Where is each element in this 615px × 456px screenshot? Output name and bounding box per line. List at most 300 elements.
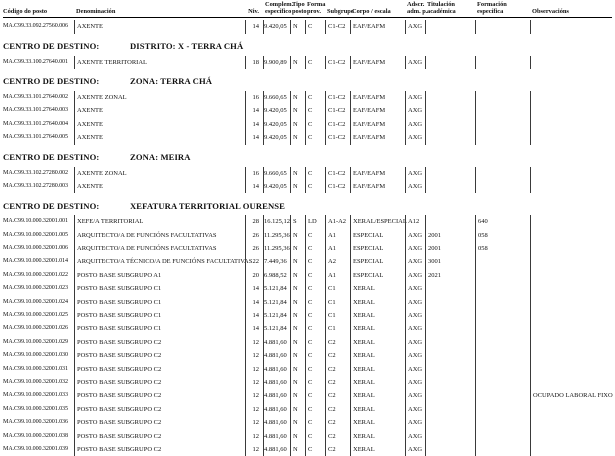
centro-de-destino-value: DISTRITO: X - TERRA CHÁ (130, 41, 244, 52)
centro-de-destino-heading (3, 34, 615, 56)
cell-adscricion-adm: AXG (405, 20, 425, 33)
cell-subgrupo: A1 (325, 229, 350, 242)
cell-tipo-posto: N (290, 229, 305, 242)
cell-corpo-escala: ESPECIAL (350, 242, 405, 255)
cell-subgrupo: C1 (325, 322, 350, 335)
cell-titulacion-academica (425, 91, 475, 104)
table-row (3, 416, 612, 429)
cell-nivel: 18 (245, 56, 263, 69)
cell-complemento-especifico: 11.295,36 (263, 229, 290, 242)
cell-titulacion-academica (425, 180, 475, 193)
cell-forma-provision: C (305, 322, 325, 335)
cell-titulacion-academica: 2001 (425, 229, 475, 242)
cell-titulacion-academica (425, 443, 475, 456)
cell-nivel: 12 (245, 430, 263, 443)
cell-forma-provision: LD (305, 215, 325, 228)
cell-codigo-do-posto: MA.C99.10.000.32001.026 (3, 325, 68, 332)
col-header-adscr-adm-p: Adscr. adm. p. (407, 1, 428, 15)
cell-forma-provision: C (305, 349, 325, 362)
cell-formacion-especifica: 058 (475, 242, 530, 255)
cell-corpo-escala: XERAL (350, 336, 405, 349)
cell-adscricion-adm: AXG (405, 322, 425, 335)
cell-corpo-escala: XERAL (350, 443, 405, 456)
centro-de-destino-heading (3, 193, 615, 215)
cell-complemento-especifico: 4.881,60 (263, 403, 290, 416)
cell-formacion-especifica (475, 118, 530, 131)
cell-titulacion-academica (425, 296, 475, 309)
cell-subgrupo: C1-C2 (325, 91, 350, 104)
cell-formacion-especifica (475, 255, 530, 268)
cell-corpo-escala: ESPECIAL (350, 255, 405, 268)
cell-denominacion: POSTO BASE SUBGRUPO C1 (74, 322, 245, 335)
cell-nivel: 14 (245, 104, 263, 117)
cell-observacions (530, 229, 612, 242)
cell-subgrupo: C1-C2 (325, 104, 350, 117)
table-row (3, 403, 612, 416)
cell-tipo-posto: N (290, 91, 305, 104)
cell-corpo-escala: ESPECIAL (350, 269, 405, 282)
cell-forma-provision: C (305, 242, 325, 255)
table-row (3, 91, 612, 104)
cell-corpo-escala: XERAL (350, 376, 405, 389)
centro-de-destino-value: ZONA: TERRA CHÁ (130, 76, 213, 87)
cell-nivel: 26 (245, 229, 263, 242)
table-row (3, 269, 612, 282)
cell-complemento-especifico: 9.900,89 (263, 56, 290, 69)
cell-nivel: 14 (245, 20, 263, 33)
cell-adscricion-adm: AXG (405, 349, 425, 362)
table-row (3, 20, 612, 33)
cell-observacions (530, 322, 612, 335)
cell-corpo-escala: XERAL/ESPECIAL (350, 215, 405, 228)
table-row (3, 118, 612, 131)
cell-adscricion-adm: AXG (405, 416, 425, 429)
cell-nivel: 12 (245, 336, 263, 349)
table-row (3, 104, 612, 117)
table-row (3, 255, 612, 268)
cell-formacion-especifica (475, 91, 530, 104)
cell-complemento-especifico: 9.660,65 (263, 91, 290, 104)
cell-codigo-do-posto: MA.C99.10.000.32001.014 (3, 258, 68, 265)
cell-subgrupo: A1 (325, 269, 350, 282)
centro-de-destino-heading (3, 69, 615, 91)
cell-formacion-especifica (475, 296, 530, 309)
cell-codigo-do-posto: MA.C99.33.101.27640.002 (3, 93, 68, 100)
col-header-niv: Niv. (248, 7, 259, 15)
cell-nivel: 14 (245, 118, 263, 131)
table-row (3, 56, 612, 69)
cell-formacion-especifica (475, 104, 530, 117)
cell-forma-provision: C (305, 167, 325, 180)
cell-observacions (530, 215, 612, 228)
cell-nivel: 12 (245, 389, 263, 402)
cell-adscricion-adm: AXG (405, 389, 425, 402)
cell-adscricion-adm: AXG (405, 242, 425, 255)
centro-de-destino-label: CENTRO DE DESTINO: (3, 152, 100, 163)
cell-denominacion: AXENTE ZONAL (74, 91, 245, 104)
col-header-codigo: Código do posto (3, 7, 48, 15)
cell-complemento-especifico: 7.449,36 (263, 255, 290, 268)
cell-subgrupo: C1-C2 (325, 167, 350, 180)
cell-denominacion: AXENTE (74, 104, 245, 117)
table-row (3, 180, 612, 193)
cell-formacion-especifica (475, 389, 530, 402)
cell-forma-provision: C (305, 269, 325, 282)
cell-nivel: 12 (245, 403, 263, 416)
table-row (3, 229, 612, 242)
table-row (3, 430, 612, 443)
cell-titulacion-academica (425, 56, 475, 69)
table-row (3, 167, 612, 180)
cell-titulacion-academica (425, 104, 475, 117)
cell-subgrupo: C2 (325, 403, 350, 416)
cell-observacions (530, 56, 612, 69)
cell-observacions (530, 282, 612, 295)
cell-tipo-posto: N (290, 56, 305, 69)
cell-codigo-do-posto: MA.C99.33.101.27640.004 (3, 120, 68, 127)
table-row (3, 309, 612, 322)
centro-de-destino-label: CENTRO DE DESTINO: (3, 76, 100, 87)
table-body (3, 20, 615, 456)
cell-subgrupo: C2 (325, 443, 350, 456)
cell-nivel: 28 (245, 215, 263, 228)
cell-subgrupo: A1-A2 (325, 215, 350, 228)
cell-codigo-do-posto: MA.C99.10.000.32001.023 (3, 285, 68, 292)
cell-tipo-posto: N (290, 416, 305, 429)
cell-complemento-especifico: 4.881,60 (263, 349, 290, 362)
cell-subgrupo: C1-C2 (325, 131, 350, 144)
table-row (3, 242, 612, 255)
cell-observacions (530, 416, 612, 429)
cell-codigo-do-posto: MA.C99.33.101.27640.005 (3, 134, 68, 141)
cell-subgrupo: C2 (325, 389, 350, 402)
cell-complemento-especifico: 9.420,05 (263, 131, 290, 144)
centro-de-destino-heading (3, 145, 615, 167)
cell-complemento-especifico: 4.881,60 (263, 389, 290, 402)
cell-nivel: 12 (245, 416, 263, 429)
cell-subgrupo: A1 (325, 242, 350, 255)
cell-forma-provision: C (305, 180, 325, 193)
cell-codigo-do-posto: MA.C99.10.000.32001.006 (3, 245, 68, 252)
cell-forma-provision: C (305, 443, 325, 456)
cell-tipo-posto: N (290, 20, 305, 33)
cell-complemento-especifico: 4.881,60 (263, 363, 290, 376)
cell-adscricion-adm: AXG (405, 403, 425, 416)
cell-titulacion-academica (425, 118, 475, 131)
cell-adscricion-adm: AXG (405, 91, 425, 104)
cell-nivel: 22 (245, 255, 263, 268)
cell-titulacion-academica (425, 349, 475, 362)
cell-complemento-especifico: 4.881,60 (263, 336, 290, 349)
cell-observacions (530, 180, 612, 193)
cell-observacions: OCUPADO LABORAL FIXO (530, 389, 613, 402)
table-row (3, 443, 612, 456)
cell-formacion-especifica (475, 167, 530, 180)
cell-denominacion: POSTO BASE SUBGRUPO C2 (74, 389, 245, 402)
cell-denominacion: POSTO BASE SUBGRUPO C2 (74, 336, 245, 349)
cell-formacion-especifica (475, 430, 530, 443)
cell-titulacion-academica: 2021 (425, 269, 475, 282)
cell-titulacion-academica (425, 376, 475, 389)
cell-corpo-escala: EAF/EAFM (350, 167, 405, 180)
cell-denominacion: AXENTE (74, 118, 245, 131)
cell-forma-provision: C (305, 104, 325, 117)
cell-corpo-escala: EAF/EAFM (350, 20, 405, 33)
cell-codigo-do-posto: MA.C99.10.000.32001.035 (3, 405, 68, 412)
cell-adscricion-adm: AXG (405, 376, 425, 389)
cell-forma-provision: C (305, 91, 325, 104)
cell-corpo-escala: XERAL (350, 403, 405, 416)
cell-tipo-posto: N (290, 430, 305, 443)
cell-denominacion: XEFE/A TERRITORIAL (74, 215, 245, 228)
cell-corpo-escala: EAF/EAFM (350, 56, 405, 69)
cell-complemento-especifico: 5.121,84 (263, 322, 290, 335)
cell-codigo-do-posto: MA.C99.10.000.32001.030 (3, 352, 68, 359)
cell-complemento-especifico: 9.660,65 (263, 167, 290, 180)
col-header-corpo-escala: Corpo / escala (352, 7, 391, 15)
cell-forma-provision: C (305, 255, 325, 268)
cell-formacion-especifica (475, 309, 530, 322)
cell-tipo-posto: S (290, 215, 305, 228)
centro-de-destino-value: XEFATURA TERRITORIAL OURENSE (130, 200, 285, 211)
cell-codigo-do-posto: MA.C99.33.092.27560.006 (3, 23, 68, 30)
cell-nivel: 20 (245, 269, 263, 282)
cell-complemento-especifico: 4.881,60 (263, 430, 290, 443)
table-header (3, 2, 612, 18)
cell-complemento-especifico: 9.420,05 (263, 180, 290, 193)
cell-titulacion-academica (425, 131, 475, 144)
cell-observacions (530, 255, 612, 268)
cell-tipo-posto: N (290, 389, 305, 402)
cell-codigo-do-posto: MA.C99.10.000.32001.022 (3, 271, 68, 278)
cell-nivel: 14 (245, 131, 263, 144)
cell-corpo-escala: EAF/EAFM (350, 91, 405, 104)
cell-observacions (530, 131, 612, 144)
cell-forma-provision: C (305, 309, 325, 322)
centro-de-destino-value: ZONA: MEIRA (130, 152, 191, 163)
cell-codigo-do-posto: MA.C99.33.102.27280.003 (3, 182, 68, 189)
cell-forma-provision: C (305, 416, 325, 429)
table-row (3, 215, 612, 228)
cell-forma-provision: C (305, 336, 325, 349)
cell-nivel: 16 (245, 91, 263, 104)
col-header-formacion-especifica: Formación específica (477, 1, 507, 15)
cell-nivel: 14 (245, 180, 263, 193)
cell-adscricion-adm: AXG (405, 180, 425, 193)
cell-subgrupo: C1-C2 (325, 56, 350, 69)
cell-titulacion-academica (425, 309, 475, 322)
cell-observacions (530, 430, 612, 443)
cell-corpo-escala: EAF/EAFM (350, 118, 405, 131)
cell-denominacion: POSTO BASE SUBGRUPO C2 (74, 349, 245, 362)
cell-denominacion: POSTO BASE SUBGRUPO C2 (74, 443, 245, 456)
cell-observacions (530, 309, 612, 322)
cell-subgrupo: A2 (325, 255, 350, 268)
cell-tipo-posto: N (290, 349, 305, 362)
cell-tipo-posto: N (290, 443, 305, 456)
cell-denominacion: POSTO BASE SUBGRUPO C2 (74, 403, 245, 416)
cell-nivel: 26 (245, 242, 263, 255)
cell-observacions (530, 118, 612, 131)
cell-forma-provision: C (305, 363, 325, 376)
table-row (3, 322, 612, 335)
cell-complemento-especifico: 9.420,05 (263, 20, 290, 33)
cell-corpo-escala: XERAL (350, 322, 405, 335)
cell-tipo-posto: N (290, 131, 305, 144)
cell-adscricion-adm: AXG (405, 229, 425, 242)
cell-subgrupo: C2 (325, 430, 350, 443)
cell-corpo-escala: XERAL (350, 416, 405, 429)
cell-formacion-especifica (475, 322, 530, 335)
cell-codigo-do-posto: MA.C99.10.000.32001.039 (3, 445, 68, 452)
cell-denominacion: ARQUITECTO/A DE FUNCIÓNS FACULTATIVAS (74, 242, 245, 255)
cell-forma-provision: C (305, 296, 325, 309)
cell-forma-provision: C (305, 430, 325, 443)
cell-adscricion-adm: AXG (405, 269, 425, 282)
cell-observacions (530, 363, 612, 376)
cell-denominacion: POSTO BASE SUBGRUPO C2 (74, 363, 245, 376)
cell-corpo-escala: XERAL (350, 430, 405, 443)
cell-titulacion-academica (425, 389, 475, 402)
centro-de-destino-label: CENTRO DE DESTINO: (3, 41, 100, 52)
cell-denominacion: POSTO BASE SUBGRUPO C2 (74, 376, 245, 389)
cell-complemento-especifico: 6.988,52 (263, 269, 290, 282)
cell-tipo-posto: N (290, 269, 305, 282)
cell-subgrupo: C2 (325, 416, 350, 429)
col-header-observacions: Observacións (532, 7, 569, 15)
cell-forma-provision: C (305, 282, 325, 295)
cell-titulacion-academica (425, 363, 475, 376)
cell-titulacion-academica (425, 403, 475, 416)
cell-adscricion-adm: AXG (405, 309, 425, 322)
cell-nivel: 12 (245, 443, 263, 456)
cell-tipo-posto: N (290, 309, 305, 322)
cell-complemento-especifico: 5.121,84 (263, 309, 290, 322)
cell-complemento-especifico: 4.881,60 (263, 376, 290, 389)
cell-adscricion-adm: A12 (405, 215, 425, 228)
cell-complemento-especifico: 9.420,05 (263, 104, 290, 117)
cell-adscricion-adm: AXG (405, 282, 425, 295)
cell-codigo-do-posto: MA.C99.33.100.27640.001 (3, 58, 68, 65)
cell-formacion-especifica (475, 269, 530, 282)
cell-complemento-especifico: 5.121,84 (263, 282, 290, 295)
cell-titulacion-academica (425, 20, 475, 33)
cell-formacion-especifica (475, 403, 530, 416)
cell-observacions (530, 403, 612, 416)
cell-codigo-do-posto: MA.C99.10.000.32001.001 (3, 218, 68, 225)
cell-formacion-especifica (475, 376, 530, 389)
cell-subgrupo: C1-C2 (325, 118, 350, 131)
cell-observacions (530, 20, 612, 33)
cell-complemento-especifico: 4.881,60 (263, 443, 290, 456)
cell-tipo-posto: N (290, 403, 305, 416)
cell-subgrupo: C1 (325, 282, 350, 295)
cell-observacions (530, 167, 612, 180)
cell-nivel: 14 (245, 282, 263, 295)
cell-observacions (530, 376, 612, 389)
cell-tipo-posto: N (290, 296, 305, 309)
cell-subgrupo: C2 (325, 376, 350, 389)
cell-adscricion-adm: AXG (405, 430, 425, 443)
cell-complemento-especifico: 5.121,84 (263, 296, 290, 309)
table-row (3, 376, 612, 389)
cell-denominacion: AXENTE ZONAL (74, 167, 245, 180)
cell-adscricion-adm: AXG (405, 296, 425, 309)
cell-tipo-posto: N (290, 376, 305, 389)
cell-corpo-escala: ESPECIAL (350, 229, 405, 242)
cell-forma-provision: C (305, 20, 325, 33)
cell-codigo-do-posto: MA.C99.33.102.27280.002 (3, 169, 68, 176)
table-row (3, 131, 612, 144)
cell-forma-provision: C (305, 229, 325, 242)
cell-codigo-do-posto: MA.C99.10.000.32001.029 (3, 338, 68, 345)
cell-formacion-especifica (475, 131, 530, 144)
cell-adscricion-adm: AXG (405, 167, 425, 180)
cell-subgrupo: C1 (325, 296, 350, 309)
cell-formacion-especifica (475, 416, 530, 429)
cell-tipo-posto: N (290, 255, 305, 268)
cell-tipo-posto: N (290, 322, 305, 335)
cell-observacions (530, 349, 612, 362)
cell-codigo-do-posto: MA.C99.10.000.32001.033 (3, 392, 68, 399)
cell-corpo-escala: EAF/EAFM (350, 180, 405, 193)
cell-subgrupo: C1-C2 (325, 20, 350, 33)
cell-denominacion: POSTO BASE SUBGRUPO C1 (74, 296, 245, 309)
col-header-forma-prov: Forma prov. (307, 1, 326, 15)
cell-adscricion-adm: AXG (405, 118, 425, 131)
cell-adscricion-adm: AXG (405, 255, 425, 268)
cell-corpo-escala: XERAL (350, 363, 405, 376)
cell-observacions (530, 269, 612, 282)
cell-formacion-especifica (475, 282, 530, 295)
table-row (3, 282, 612, 295)
cell-tipo-posto: N (290, 167, 305, 180)
cell-formacion-especifica (475, 443, 530, 456)
cell-observacions (530, 336, 612, 349)
table-row (3, 389, 612, 402)
cell-tipo-posto: N (290, 242, 305, 255)
col-header-titulacion-academica: Titulación académica (427, 1, 456, 15)
cell-titulacion-academica (425, 322, 475, 335)
cell-subgrupo: C2 (325, 363, 350, 376)
cell-denominacion: POSTO BASE SUBGRUPO C1 (74, 309, 245, 322)
cell-formacion-especifica (475, 56, 530, 69)
cell-denominacion: AXENTE (74, 180, 245, 193)
cell-forma-provision: C (305, 131, 325, 144)
cell-adscricion-adm: AXG (405, 131, 425, 144)
cell-formacion-especifica (475, 349, 530, 362)
cell-titulacion-academica (425, 430, 475, 443)
cell-observacions (530, 104, 612, 117)
cell-codigo-do-posto: MA.C99.10.000.32001.024 (3, 298, 68, 305)
cell-adscricion-adm: AXG (405, 443, 425, 456)
cell-codigo-do-posto: MA.C99.10.000.32001.025 (3, 312, 68, 319)
cell-nivel: 14 (245, 322, 263, 335)
cell-codigo-do-posto: MA.C99.10.000.32001.005 (3, 231, 68, 238)
table-row (3, 336, 612, 349)
cell-titulacion-academica: 2001 (425, 242, 475, 255)
cell-observacions (530, 242, 612, 255)
cell-corpo-escala: EAF/EAFM (350, 104, 405, 117)
cell-subgrupo: C2 (325, 336, 350, 349)
cell-tipo-posto: N (290, 363, 305, 376)
cell-titulacion-academica (425, 282, 475, 295)
cell-complemento-especifico: 11.295,36 (263, 242, 290, 255)
cell-formacion-especifica (475, 336, 530, 349)
table-row (3, 363, 612, 376)
cell-codigo-do-posto: MA.C99.10.000.32001.036 (3, 419, 68, 426)
col-header-subgrupo: Subgrupo (327, 7, 354, 15)
